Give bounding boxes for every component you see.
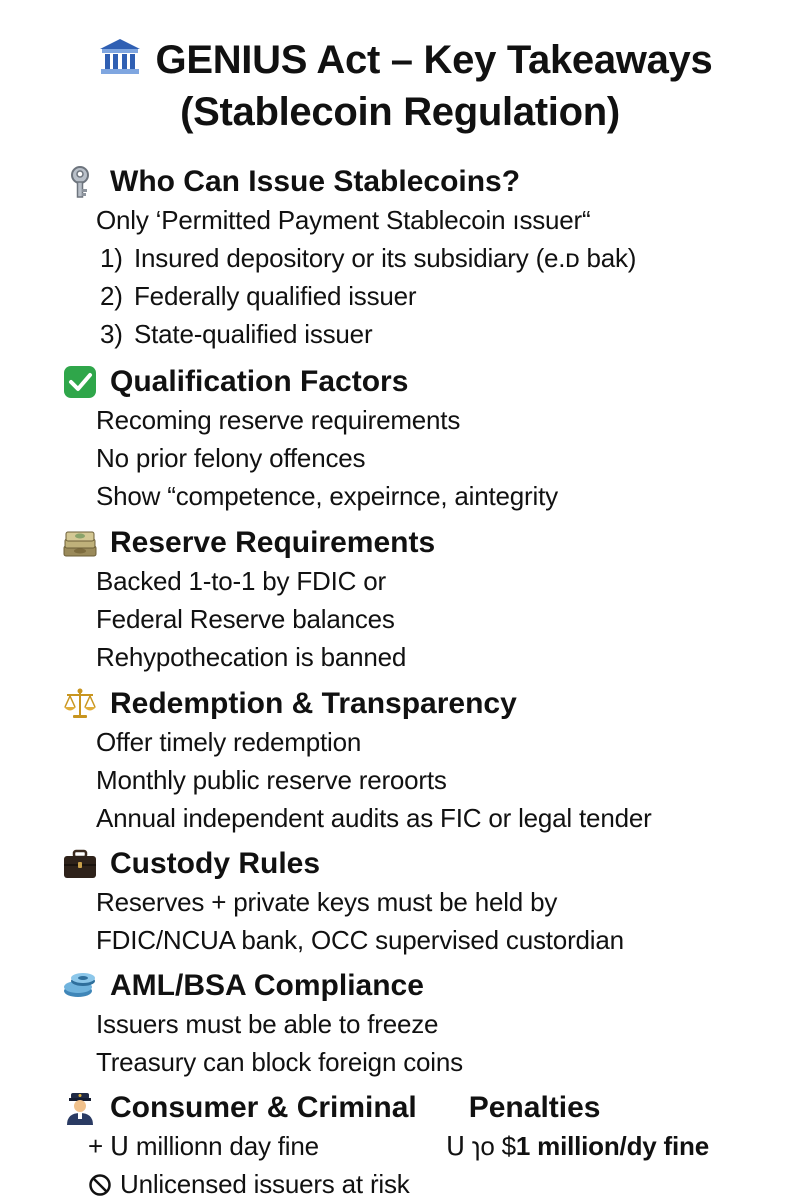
body-line: Annual independent audits as FIC or legal tender: [96, 803, 652, 833]
heading-text: Custody Rules: [110, 847, 321, 880]
section-heading: [62, 363, 792, 401]
heading-text: Reserve Requirements: [110, 526, 436, 559]
section-reserve: [62, 524, 792, 676]
body-line: Issuers must be able to freeze: [96, 1009, 439, 1039]
title-line-2: (Stablecoin Regulation): [180, 90, 620, 134]
page-title: [0, 34, 800, 138]
item-number: 3): [100, 319, 123, 349]
scales-icon: [62, 687, 98, 721]
risk-text: Unlicensed issuers at ṙisk: [120, 1169, 410, 1199]
heading-text: AML/BSA Compliance: [110, 969, 424, 1002]
penalty-fine-line: [62, 1127, 792, 1165]
section-aml: [62, 967, 792, 1081]
body-line: No prior felony offences: [96, 443, 366, 473]
section-heading: [62, 163, 792, 201]
fine-left-text: + Ս millionn day fine: [88, 1131, 319, 1161]
fine-right-prefix: Ս: [446, 1131, 465, 1161]
body-line: Rehypothecation is banned: [96, 642, 407, 672]
section-heading: [62, 685, 792, 723]
briefcase-icon: [62, 847, 98, 881]
prohibited-icon: [88, 1173, 112, 1197]
section-penalties: [62, 1089, 792, 1203]
section-heading: [62, 967, 792, 1005]
check-icon: [62, 365, 98, 399]
section-issuers: [62, 163, 792, 353]
body-line: FDIC/NCUA bank, OCC supervised custordian: [96, 925, 624, 955]
item-text: State-qualified issuer: [134, 319, 373, 349]
body-line: Offer timely redemption: [96, 727, 362, 757]
section-qualification: [62, 363, 792, 515]
key-icon: [62, 165, 98, 199]
section-heading: [62, 524, 792, 562]
item-number: 1): [100, 243, 123, 273]
heading-text-right: Penalties: [468, 1091, 601, 1124]
body-line: Recoming reserve requirements: [96, 405, 461, 435]
body-line: Backed 1-to-1 by FDIC or: [96, 566, 386, 596]
title-text-1: GENIUS Act – Key Takeaways: [155, 38, 713, 82]
numbered-item: [62, 315, 792, 353]
money-stack-icon: [62, 526, 98, 560]
heading-text: Redemption & Transparency: [110, 687, 517, 720]
coins-icon: [62, 969, 98, 1003]
body-line: Treasury can block foreign coins: [96, 1047, 463, 1077]
fine-right-text: [446, 1127, 709, 1165]
section-custody: [62, 845, 792, 959]
body-line: Monthly public reserve reroorts: [96, 765, 447, 795]
body-line: Show “competence, expeirnce, aintegrity: [96, 481, 558, 511]
numbered-item: [62, 277, 792, 315]
section-heading: [62, 1089, 792, 1127]
item-number: 2): [100, 281, 123, 311]
section-heading: [62, 845, 792, 883]
body-line: Only ‘Permitted Payment Stablecoin ıssuer“: [96, 205, 591, 235]
section-redemption: [62, 685, 792, 837]
penalty-risk-line: [62, 1165, 792, 1203]
item-text: Insured depository or its subsidiary (e.ᴅ bak): [134, 243, 637, 273]
heading-text: Consumer & Criminal: [110, 1091, 417, 1124]
heading-text: Qualification Factors: [110, 365, 409, 398]
body-line: Federal Reserve balances: [96, 604, 395, 634]
fine-right-bold: 1 million/dy fine: [515, 1131, 709, 1161]
body-line: Reserves + private keys must be held by: [96, 887, 558, 917]
officer-icon: [62, 1091, 98, 1125]
item-text: Federally qualified issuer: [134, 281, 417, 311]
title-line-1: [0, 34, 800, 86]
fine-right-mid: ɿo $: [471, 1131, 516, 1161]
bank-icon: [98, 37, 142, 77]
numbered-item: [62, 239, 792, 277]
heading-text: Who Can Issue Stablecoins?: [110, 165, 521, 198]
